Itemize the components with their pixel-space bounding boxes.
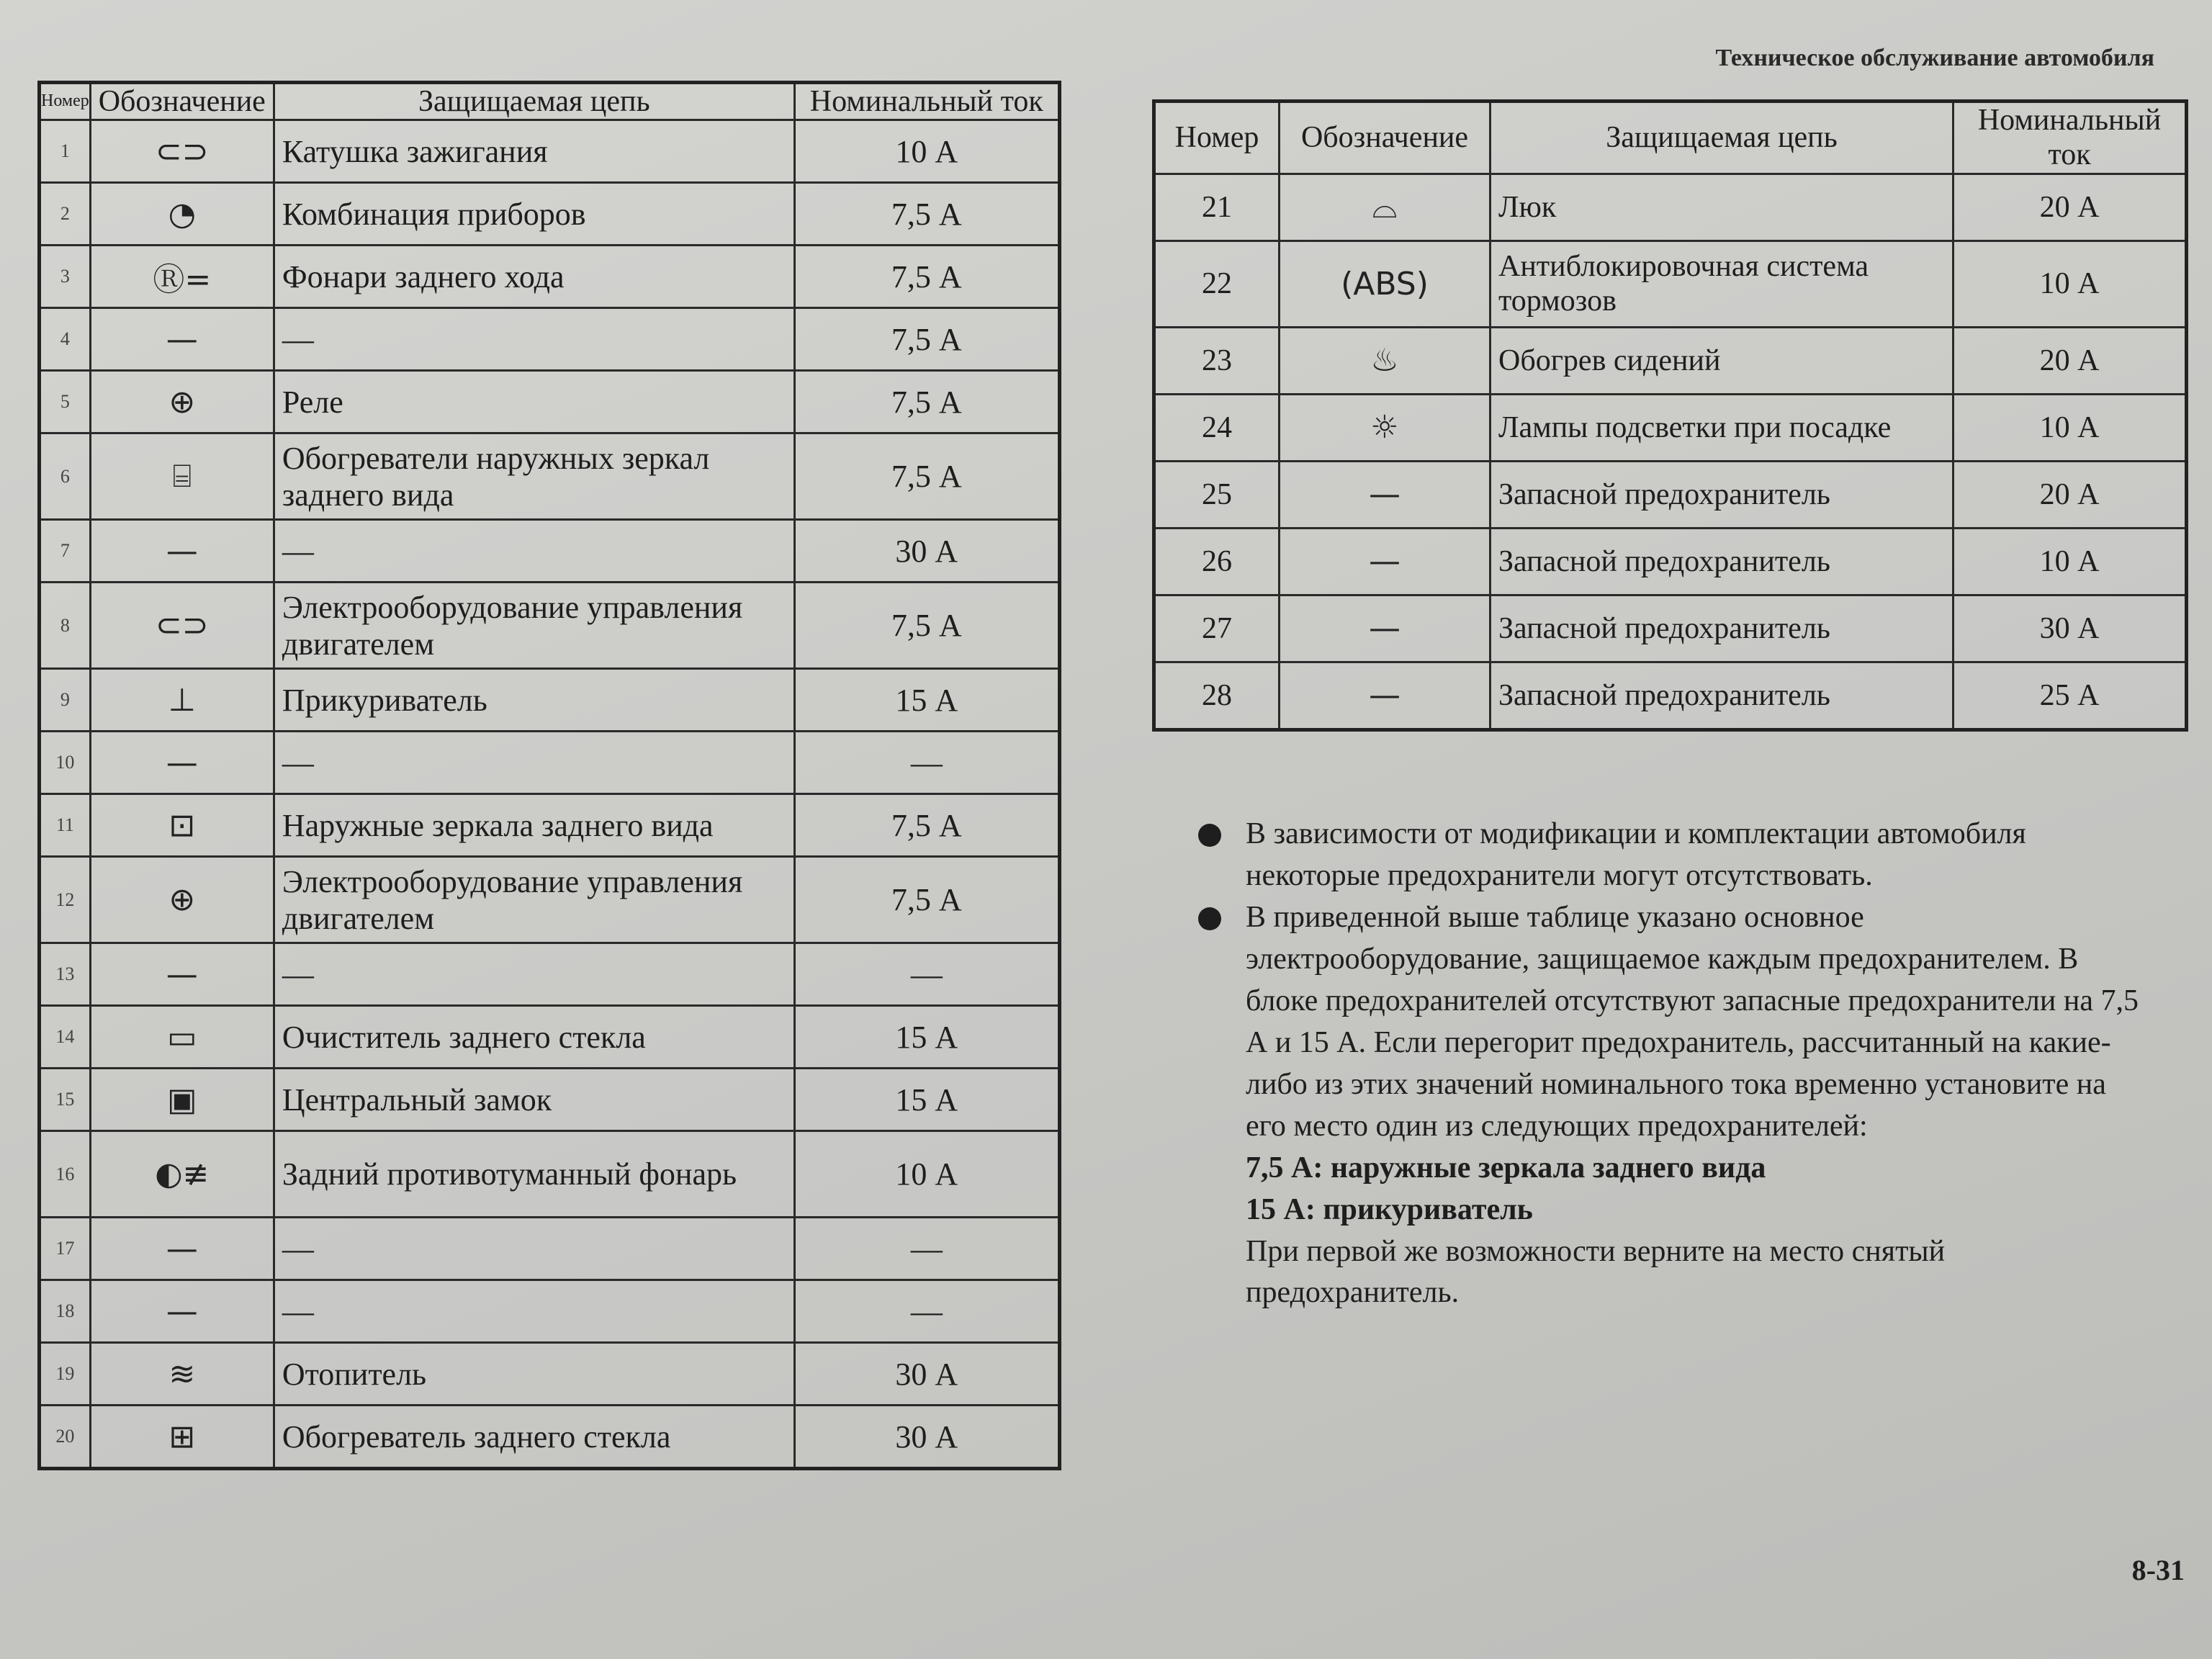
- rear-wiper-icon: ▭: [166, 1018, 197, 1056]
- table-row: [40, 857, 1060, 943]
- bullet-icon: [1198, 824, 1221, 847]
- fuse-number: 1: [40, 120, 91, 183]
- col-number: Номер: [40, 83, 91, 120]
- fuse-current: 15 А: [794, 1069, 1059, 1131]
- fuse-symbol: [1280, 528, 1491, 595]
- fuse-circuit: Фонари заднего хода: [274, 246, 794, 308]
- fuse-number: 8: [40, 583, 91, 669]
- fuse-symbol: [1280, 394, 1491, 461]
- table-row: [1154, 327, 2187, 394]
- fuse-symbol: [90, 1280, 274, 1343]
- fuse-current: 7,5 А: [794, 371, 1059, 433]
- table-row: [40, 371, 1060, 433]
- fuse-symbol: [90, 520, 274, 583]
- dash-icon: —: [166, 1230, 198, 1267]
- courtesy-lamp-icon: ☼: [1370, 409, 1399, 446]
- table-row: [1154, 394, 2187, 461]
- table-row: [40, 308, 1060, 371]
- fuse-current: 20 А: [1954, 461, 2187, 528]
- dash-icon: —: [166, 532, 198, 570]
- fuse-number: 11: [40, 794, 91, 857]
- dash-icon: —: [1369, 677, 1401, 714]
- fuse-number: 16: [40, 1131, 91, 1218]
- page-number: 8-31: [2131, 1554, 2185, 1586]
- fuse-circuit: Реле: [274, 371, 794, 433]
- table-row: [1154, 174, 2187, 240]
- note-bold-line: 7,5 А: наружные зеркала заднего вида: [1246, 1151, 1766, 1184]
- fuse-number: 18: [40, 1280, 91, 1343]
- heater-icon: ≋: [168, 1355, 196, 1393]
- fuse-table-left: [37, 81, 1061, 1470]
- dash-icon: —: [166, 1292, 198, 1330]
- fuse-number: 25: [1154, 461, 1280, 528]
- note-text: В зависимости от модификации и комплектации автомобиля некоторые предохранители могут отсутствовать.: [1246, 817, 2026, 892]
- fuse-symbol: [90, 669, 274, 732]
- fuse-number: 10: [40, 732, 91, 794]
- outside-mirror-icon: ⊡: [168, 806, 196, 844]
- note-bold-line: 15 А: прикуриватель: [1246, 1192, 1533, 1226]
- fuse-number: 9: [40, 669, 91, 732]
- fuse-number: 26: [1154, 528, 1280, 595]
- fuse-current: 7,5 А: [794, 583, 1059, 669]
- fuse-symbol: [1280, 662, 1491, 729]
- fuse-circuit: Очиститель заднего стекла: [274, 1006, 794, 1069]
- reverse-lamp-icon: Ⓡ=: [153, 261, 212, 299]
- fuse-symbol: [90, 246, 274, 308]
- dash-icon: —: [166, 320, 198, 358]
- fuse-current: —: [794, 1218, 1059, 1280]
- dash-icon: —: [1369, 476, 1401, 513]
- fuse-current: 7,5 А: [794, 857, 1059, 943]
- fuse-current: 7,5 А: [794, 794, 1059, 857]
- gauge-icon: ◔: [168, 195, 196, 233]
- note-item: [1195, 814, 2146, 897]
- fuse-symbol: [90, 1406, 274, 1469]
- table-row: [40, 1131, 1060, 1218]
- notes-section: [1195, 814, 2146, 1314]
- table-row: [40, 794, 1060, 857]
- fuse-current: 20 А: [1954, 327, 2187, 394]
- fuse-current: 15 А: [794, 669, 1059, 732]
- fuse-symbol: [90, 1006, 274, 1069]
- table-row: [40, 1406, 1060, 1469]
- fuse-number: 20: [40, 1406, 91, 1469]
- table-row: [40, 1069, 1060, 1131]
- fuse-number: 23: [1154, 327, 1280, 394]
- fuse-current: 30 А: [794, 1406, 1059, 1469]
- col-current: Номинальный ток: [1954, 102, 2187, 174]
- fuse-number: 12: [40, 857, 91, 943]
- fuse-circuit: Наружные зеркала заднего вида: [274, 794, 794, 857]
- fuse-number: 6: [40, 433, 91, 520]
- table-header-row: [40, 83, 1060, 120]
- table-row: [40, 1280, 1060, 1343]
- fuse-current: 7,5 А: [794, 183, 1059, 246]
- fuse-circuit: Обогреватели наружных зеркал заднего вида: [274, 433, 794, 520]
- fuse-number: 3: [40, 246, 91, 308]
- fuse-current: 10 А: [794, 1131, 1059, 1218]
- fuse-symbol: [90, 308, 274, 371]
- table-row: [1154, 528, 2187, 595]
- fuse-current: 7,5 А: [794, 246, 1059, 308]
- fuse-circuit: Электрооборудование управления двигателем: [274, 857, 794, 943]
- fuse-current: 30 А: [1954, 595, 2187, 662]
- table-row: [40, 1218, 1060, 1280]
- abs-icon: (ABS): [1341, 265, 1429, 302]
- table-row: [40, 246, 1060, 308]
- fuse-circuit: Обогреватель заднего стекла: [274, 1406, 794, 1469]
- fuse-current: 10 А: [794, 120, 1059, 183]
- fuse-number: 7: [40, 520, 91, 583]
- fuse-circuit: Запасной предохранитель: [1491, 595, 1954, 662]
- fuse-current: —: [794, 1280, 1059, 1343]
- fuse-symbol: [1280, 240, 1491, 327]
- table-row: [1154, 595, 2187, 662]
- fuse-current: —: [794, 732, 1059, 794]
- fuse-number: 17: [40, 1218, 91, 1280]
- fuse-circuit: —: [274, 1280, 794, 1343]
- fuse-current: 7,5 А: [794, 433, 1059, 520]
- fuse-circuit: Центральный замок: [274, 1069, 794, 1131]
- fuse-number: 28: [1154, 662, 1280, 729]
- fuse-current: —: [794, 943, 1059, 1006]
- fuse-number: 2: [40, 183, 91, 246]
- fuse-number: 27: [1154, 595, 1280, 662]
- dash-icon: —: [1369, 610, 1401, 647]
- col-circuit: Защищаемая цепь: [1491, 102, 1954, 174]
- fuse-symbol: [90, 433, 274, 520]
- fuse-number: 5: [40, 371, 91, 433]
- fuse-number: 4: [40, 308, 91, 371]
- fuse-symbol: [90, 1131, 274, 1218]
- fuse-circuit: —: [274, 732, 794, 794]
- fuse-number: 22: [1154, 240, 1280, 327]
- fuse-number: 21: [1154, 174, 1280, 240]
- fuse-circuit: Антиблокировочная система тормозов: [1491, 240, 1954, 327]
- table-row: [1154, 461, 2187, 528]
- table-row: [40, 120, 1060, 183]
- fuse-symbol: [90, 1218, 274, 1280]
- dash-icon: —: [166, 744, 198, 781]
- cigarette-lighter-icon: ⊥: [168, 681, 196, 719]
- col-circuit: Защищаемая цепь: [274, 83, 794, 120]
- table-row: [40, 183, 1060, 246]
- note-tail: При первой же возможности верните на место снятый предохранитель.: [1246, 1234, 1946, 1310]
- fuse-circuit: Катушка зажигания: [274, 120, 794, 183]
- mirror-heater-icon: ⌸: [172, 458, 192, 495]
- fuse-circuit: Запасной предохранитель: [1491, 461, 1954, 528]
- fuse-circuit: Отопитель: [274, 1343, 794, 1406]
- fuse-circuit: —: [274, 520, 794, 583]
- table-row: [40, 732, 1060, 794]
- fuse-number: 19: [40, 1343, 91, 1406]
- fuse-current: 10 А: [1954, 240, 2187, 327]
- fuse-circuit: Электрооборудование управления двигателем: [274, 583, 794, 669]
- fuse-symbol: [90, 183, 274, 246]
- table-row: [1154, 662, 2187, 729]
- fuse-circuit: Запасной предохранитель: [1491, 528, 1954, 595]
- fuse-symbol: [90, 1343, 274, 1406]
- fuse-symbol: [90, 371, 274, 433]
- table-row: [40, 583, 1060, 669]
- fuse-symbol: [90, 732, 274, 794]
- fuse-circuit: —: [274, 1218, 794, 1280]
- fuse-current: 10 А: [1954, 394, 2187, 461]
- fuse-circuit: Задний противотуманный фонарь: [274, 1131, 794, 1218]
- fuse-circuit: Запасной предохранитель: [1491, 662, 1954, 729]
- table-row: [40, 433, 1060, 520]
- fuse-symbol: [90, 794, 274, 857]
- fuse-symbol: [90, 943, 274, 1006]
- fuse-table-right: [1152, 99, 2188, 732]
- fuse-number: 13: [40, 943, 91, 1006]
- fuse-number: 15: [40, 1069, 91, 1131]
- relay-icon: ⊕: [168, 383, 196, 421]
- seat-heater-icon: ♨: [1370, 342, 1399, 379]
- fuse-symbol: [1280, 595, 1491, 662]
- rear-fog-lamp-icon: ◐≢: [155, 1156, 210, 1193]
- fuse-current: 20 А: [1954, 174, 2187, 240]
- table-header-row: [1154, 102, 2187, 174]
- fuse-circuit: Прикуриватель: [274, 669, 794, 732]
- fuse-circuit: —: [274, 943, 794, 1006]
- table-row: [1154, 240, 2187, 327]
- engine-icon: ⊂⊃: [155, 132, 209, 170]
- fuse-circuit: Лампы подсветки при посадке: [1491, 394, 1954, 461]
- col-symbol: Обозначение: [1280, 102, 1491, 174]
- fuse-symbol: [90, 857, 274, 943]
- fuse-current: 25 А: [1954, 662, 2187, 729]
- fuse-symbol: [1280, 461, 1491, 528]
- fuse-current: 10 А: [1954, 528, 2187, 595]
- table-row: [40, 520, 1060, 583]
- page-header: Техническое обслуживание автомобиля: [1715, 45, 2154, 71]
- fuse-circuit: Комбинация приборов: [274, 183, 794, 246]
- relay-icon: ⊕: [168, 881, 196, 919]
- fuse-circuit: —: [274, 308, 794, 371]
- note-text: В приведенной выше таблице указано основное электрооборудование, защищаемое каждым предохранителем. В блоке предохранителей отсутствуют запасные предохранители на 7,5 А и 15 А. Если перегорит предохранитель, рассчитанный на какие-либо из этих значений номинального тока временно установите на его место один из следующих предохранителей:: [1246, 900, 2139, 1143]
- note-item: [1195, 897, 2146, 1148]
- fuse-symbol: [90, 1069, 274, 1131]
- fuse-current: 30 А: [794, 520, 1059, 583]
- table-row: [40, 669, 1060, 732]
- fuse-number: 14: [40, 1006, 91, 1069]
- fuse-number: 24: [1154, 394, 1280, 461]
- dash-icon: —: [1369, 543, 1401, 580]
- sunroof-icon: ⌓: [1372, 189, 1398, 226]
- col-symbol: Обозначение: [90, 83, 274, 120]
- dash-icon: —: [166, 956, 198, 993]
- fuse-symbol: [1280, 174, 1491, 240]
- engine-icon: ⊂⊃: [155, 607, 209, 644]
- col-current: Номинальный ток: [794, 83, 1059, 120]
- bullet-icon: [1198, 907, 1221, 930]
- fuse-symbol: [90, 583, 274, 669]
- fuse-circuit: Люк: [1491, 174, 1954, 240]
- fuse-current: 15 А: [794, 1006, 1059, 1069]
- door-lock-icon: ▣: [166, 1081, 197, 1118]
- table-row: [40, 943, 1060, 1006]
- table-row: [40, 1006, 1060, 1069]
- fuse-symbol: [1280, 327, 1491, 394]
- rear-defroster-icon: ⊞: [168, 1418, 196, 1455]
- fuse-symbol: [90, 120, 274, 183]
- fuse-current: 7,5 А: [794, 308, 1059, 371]
- fuse-current: 30 А: [794, 1343, 1059, 1406]
- table-row: [40, 1343, 1060, 1406]
- fuse-circuit: Обогрев сидений: [1491, 327, 1954, 394]
- col-number: Номер: [1154, 102, 1280, 174]
